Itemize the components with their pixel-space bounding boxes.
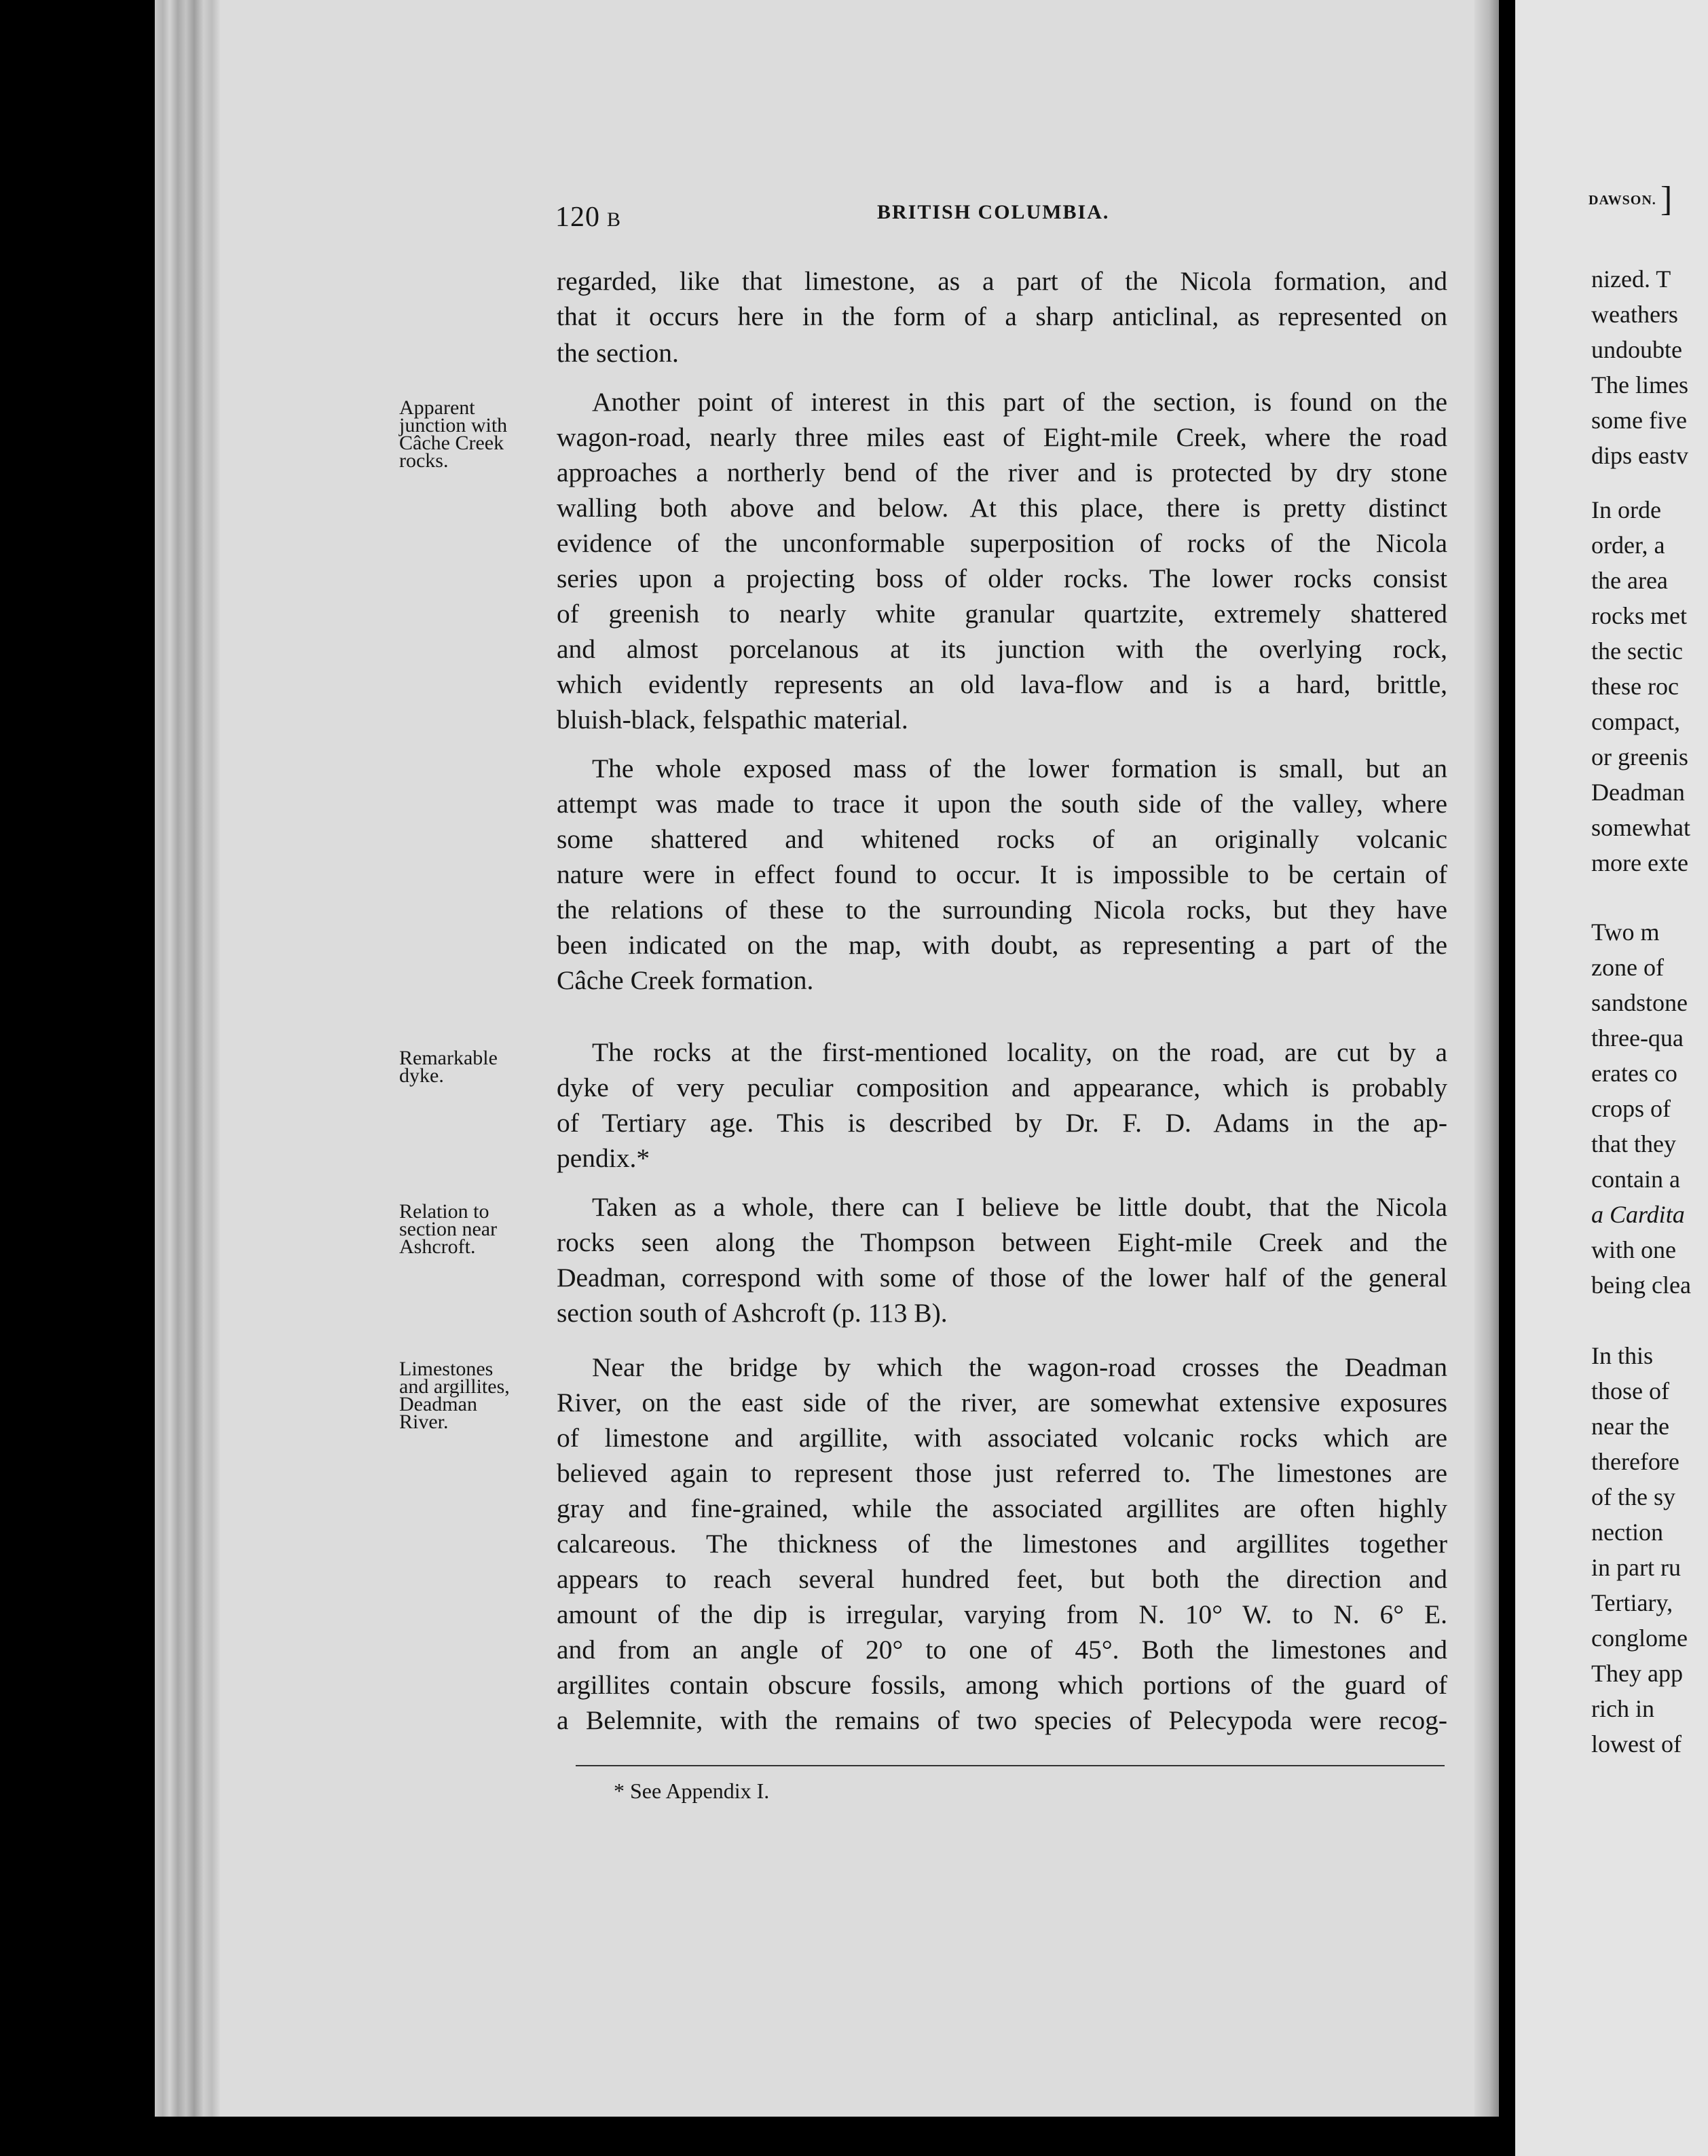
facing-page-line: They app <box>1591 1660 1683 1687</box>
facing-page-line: compact, <box>1591 708 1680 735</box>
facing-page-line: near the <box>1591 1413 1669 1440</box>
body-line: gray and fine-grained, while the associated argillites are often highly <box>557 1493 1447 1523</box>
facing-page-line: The limes <box>1591 371 1688 398</box>
body-line: some shattered and whitened rocks of an originally volcanic <box>557 824 1447 854</box>
facing-page-line: somewhat <box>1591 814 1690 841</box>
body-line: amount of the dip is irregular, varying from N. 10° W. to N. 6° E. <box>557 1599 1447 1629</box>
running-title: BRITISH COLUMBIA. <box>877 201 1110 223</box>
body-line: and from an angle of 20° to one of 45°. Both the limestones and <box>557 1635 1447 1665</box>
facing-page-line: zone of <box>1591 954 1664 981</box>
facing-page-line: rocks met <box>1591 602 1687 629</box>
body-line: been indicated on the map, with doubt, as representing a part of the <box>557 930 1447 960</box>
body-line: evidence of the unconformable superposition of rocks of the Nicola <box>557 528 1447 558</box>
facing-page-line: the area <box>1591 567 1668 594</box>
facing-page-line: contain a <box>1591 1166 1680 1193</box>
body-line: that it occurs here in the form of a sharp anticlinal, as represented on <box>557 301 1447 331</box>
facing-page-line: sandstone <box>1591 989 1688 1016</box>
body-line: wagon-road, nearly three miles east of Eight-mile Creek, where the road <box>557 422 1447 452</box>
facing-page-line: order, a <box>1591 532 1665 559</box>
body-line: Taken as a whole, there can I believe be little doubt, that the Nicola <box>592 1192 1447 1222</box>
body-line: calcareous. The thickness of the limestones and argillites together <box>557 1529 1447 1559</box>
facing-page-line: more exte <box>1591 849 1688 876</box>
body-line: approaches a northerly bend of the river and is protected by dry stone <box>557 458 1447 487</box>
facing-page-line: the sectic <box>1591 637 1683 665</box>
facing-page-bracket: ] <box>1660 180 1673 219</box>
body-line: a Belemnite, with the remains of two species of Pelecypoda were recog- <box>557 1705 1447 1735</box>
body-line: argillites contain obscure fossils, among which portions of the guard of <box>557 1670 1447 1700</box>
footnote: * See Appendix I. <box>614 1779 770 1803</box>
body-line: believed again to represent those just referred to. The limestones are <box>557 1458 1447 1488</box>
facing-page-line: Tertiary, <box>1591 1589 1673 1616</box>
facing-page-line: crops of <box>1591 1095 1671 1122</box>
body-line: which evidently represents an old lava-flow and is a hard, brittle, <box>557 669 1447 699</box>
body-line: The rocks at the first-mentioned locality, on the road, are cut by a <box>592 1037 1447 1067</box>
margin-note-limestones-argillites: Limestones and argillites, Deadman River. <box>399 1358 510 1433</box>
body-line: of Tertiary age. This is described by Dr. F. D. Adams in the ap- <box>557 1108 1447 1138</box>
body-line: section south of Ashcroft (p. 113 B). <box>557 1298 948 1328</box>
facing-page-line: In this <box>1591 1342 1654 1369</box>
body-line: bluish-black, felspathic material. <box>557 705 908 735</box>
margin-note-apparent-junction: Apparent junction with Câche Creek rocks. <box>399 396 508 472</box>
margin-note-remarkable-dyke: Remarkable dyke. <box>399 1047 498 1087</box>
body-line: series upon a projecting boss of older rocks. The lower rocks consist <box>557 563 1447 593</box>
facing-page-line: therefore <box>1591 1448 1679 1475</box>
body-line: River, on the east side of the river, are somewhat extensive exposures <box>557 1388 1447 1417</box>
body-line: dyke of very peculiar composition and appearance, which is probably <box>557 1073 1447 1102</box>
body-line: appears to reach several hundred feet, but both the direction and <box>557 1564 1447 1594</box>
page-gutter <box>1474 0 1499 2156</box>
margin-note-relation-ashcroft: Relation to section near Ashcroft. <box>399 1200 498 1258</box>
body-line: Câche Creek formation. <box>557 965 814 995</box>
facing-page-line: those of <box>1591 1377 1669 1405</box>
facing-page-line: nection <box>1591 1519 1663 1546</box>
body-line: rocks seen along the Thompson between Eight-mile Creek and the <box>557 1227 1447 1257</box>
facing-page-line: in part ru <box>1591 1554 1681 1581</box>
facing-page-line: rich in <box>1591 1695 1654 1722</box>
body-line: and almost porcelanous at its junction with the overlying rock, <box>557 634 1447 664</box>
facing-page-line: In orde <box>1591 496 1661 523</box>
footnote-rule <box>576 1765 1445 1766</box>
facing-page-line: erates co <box>1591 1060 1677 1087</box>
body-line: pendix.* <box>557 1143 650 1173</box>
facing-page-line: conglome <box>1591 1624 1688 1652</box>
body-line: attempt was made to trace it upon the south side of the valley, where <box>557 789 1447 819</box>
scan-border <box>155 2117 1499 2156</box>
body-line: walling both above and below. At this place, there is pretty distinct <box>557 493 1447 523</box>
facing-page-line: being clea <box>1591 1271 1691 1299</box>
facing-page-line: some five <box>1591 407 1687 434</box>
body-line: the relations of these to the surrounding Nicola rocks, but they have <box>557 895 1447 925</box>
page-number-digits: 120 <box>555 202 600 233</box>
facing-page-line: or greenis <box>1591 743 1688 770</box>
facing-page-line: three-qua <box>1591 1024 1684 1052</box>
body-line: of limestone and argillite, with associated volcanic rocks which are <box>557 1423 1447 1453</box>
facing-page-line: Deadman <box>1591 779 1685 806</box>
facing-page-line: dips eastv <box>1591 442 1688 469</box>
body-line: The whole exposed mass of the lower formation is small, but an <box>592 754 1447 783</box>
facing-page-line: nized. T <box>1591 265 1671 293</box>
page-number-letter: B <box>607 208 622 231</box>
body-line: of greenish to nearly white granular quartzite, extremely shattered <box>557 599 1447 629</box>
facing-page-line: with one <box>1591 1236 1676 1263</box>
facing-page-line: of the sy <box>1591 1483 1675 1510</box>
facing-page-line: that they <box>1591 1130 1676 1157</box>
body-line: nature were in effect found to occur. It is impossible to be certain of <box>557 859 1447 889</box>
page-edges <box>155 0 220 2156</box>
facing-page-line: a Cardita <box>1591 1201 1685 1228</box>
facing-page-line: Two m <box>1591 918 1660 946</box>
body-line: Another point of interest in this part of the section, is found on the <box>592 387 1447 417</box>
facing-page-header: DAWSON. <box>1589 193 1656 208</box>
facing-page-line: lowest of <box>1591 1730 1682 1758</box>
facing-page-line: weathers <box>1591 301 1678 328</box>
body-line: the section. <box>557 338 679 368</box>
page-number <box>555 201 621 234</box>
body-line: Near the bridge by which the wagon-road crosses the Deadman <box>592 1352 1447 1382</box>
facing-page-line: undoubte <box>1591 336 1682 363</box>
body-line: Deadman, correspond with some of those of the lower half of the general <box>557 1263 1447 1293</box>
body-line: regarded, like that limestone, as a part of the Nicola formation, and <box>557 266 1447 296</box>
facing-page-line: these roc <box>1591 673 1679 700</box>
